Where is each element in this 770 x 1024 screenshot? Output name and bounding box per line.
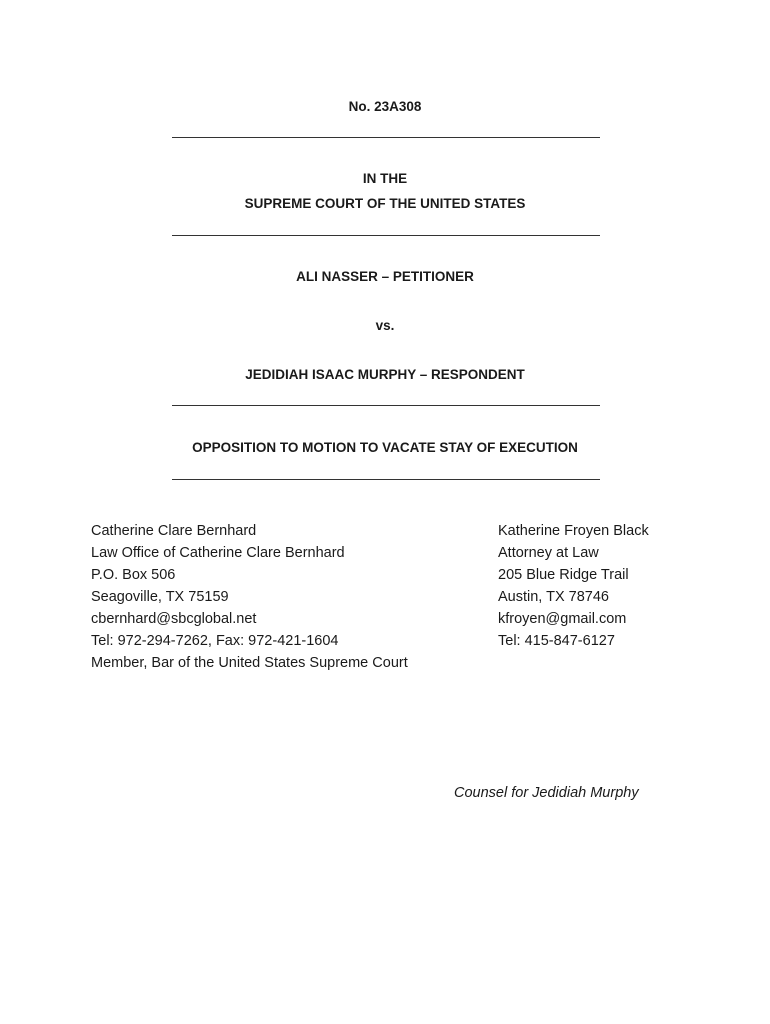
- counsel-name: Katherine Froyen Black: [498, 523, 649, 539]
- counsel-city: Seagoville, TX 75159: [91, 589, 229, 605]
- counsel-for: Counsel for Jedidiah Murphy: [454, 785, 639, 801]
- counsel-office: Law Office of Catherine Clare Bernhard: [91, 545, 345, 561]
- versus: vs.: [375, 318, 395, 333]
- divider: [172, 235, 600, 236]
- counsel-name: Catherine Clare Bernhard: [91, 523, 257, 539]
- counsel-email: kfroyen@gmail.com: [498, 611, 627, 627]
- counsel-address: P.O. Box 506: [91, 567, 176, 583]
- counsel-left-block: [91, 520, 408, 674]
- divider: [172, 405, 600, 406]
- divider: [172, 137, 600, 138]
- docket-number: No. 23A308: [348, 99, 422, 114]
- counsel-title: Attorney at Law: [498, 545, 599, 561]
- court-line-1: IN THE: [362, 171, 408, 186]
- counsel-address: 205 Blue Ridge Trail: [498, 567, 629, 583]
- petitioner: ALI NASSER – PETITIONER: [296, 269, 474, 284]
- counsel-bar: Member, Bar of the United States Supreme Court: [91, 655, 408, 671]
- court-line-2: SUPREME COURT OF THE UNITED STATES: [244, 196, 526, 211]
- counsel-phone: Tel: 972-294-7262, Fax: 972-421-1604: [91, 633, 339, 649]
- document-title: OPPOSITION TO MOTION TO VACATE STAY OF EXECUTION: [192, 440, 578, 455]
- counsel-email: cbernhard@sbcglobal.net: [91, 611, 257, 627]
- counsel-right-block: [498, 520, 649, 652]
- counsel-phone: Tel: 415-847-6127: [498, 633, 615, 649]
- divider: [172, 479, 600, 480]
- respondent: JEDIDIAH ISAAC MURPHY – RESPONDENT: [245, 367, 525, 382]
- counsel-city: Austin, TX 78746: [498, 589, 609, 605]
